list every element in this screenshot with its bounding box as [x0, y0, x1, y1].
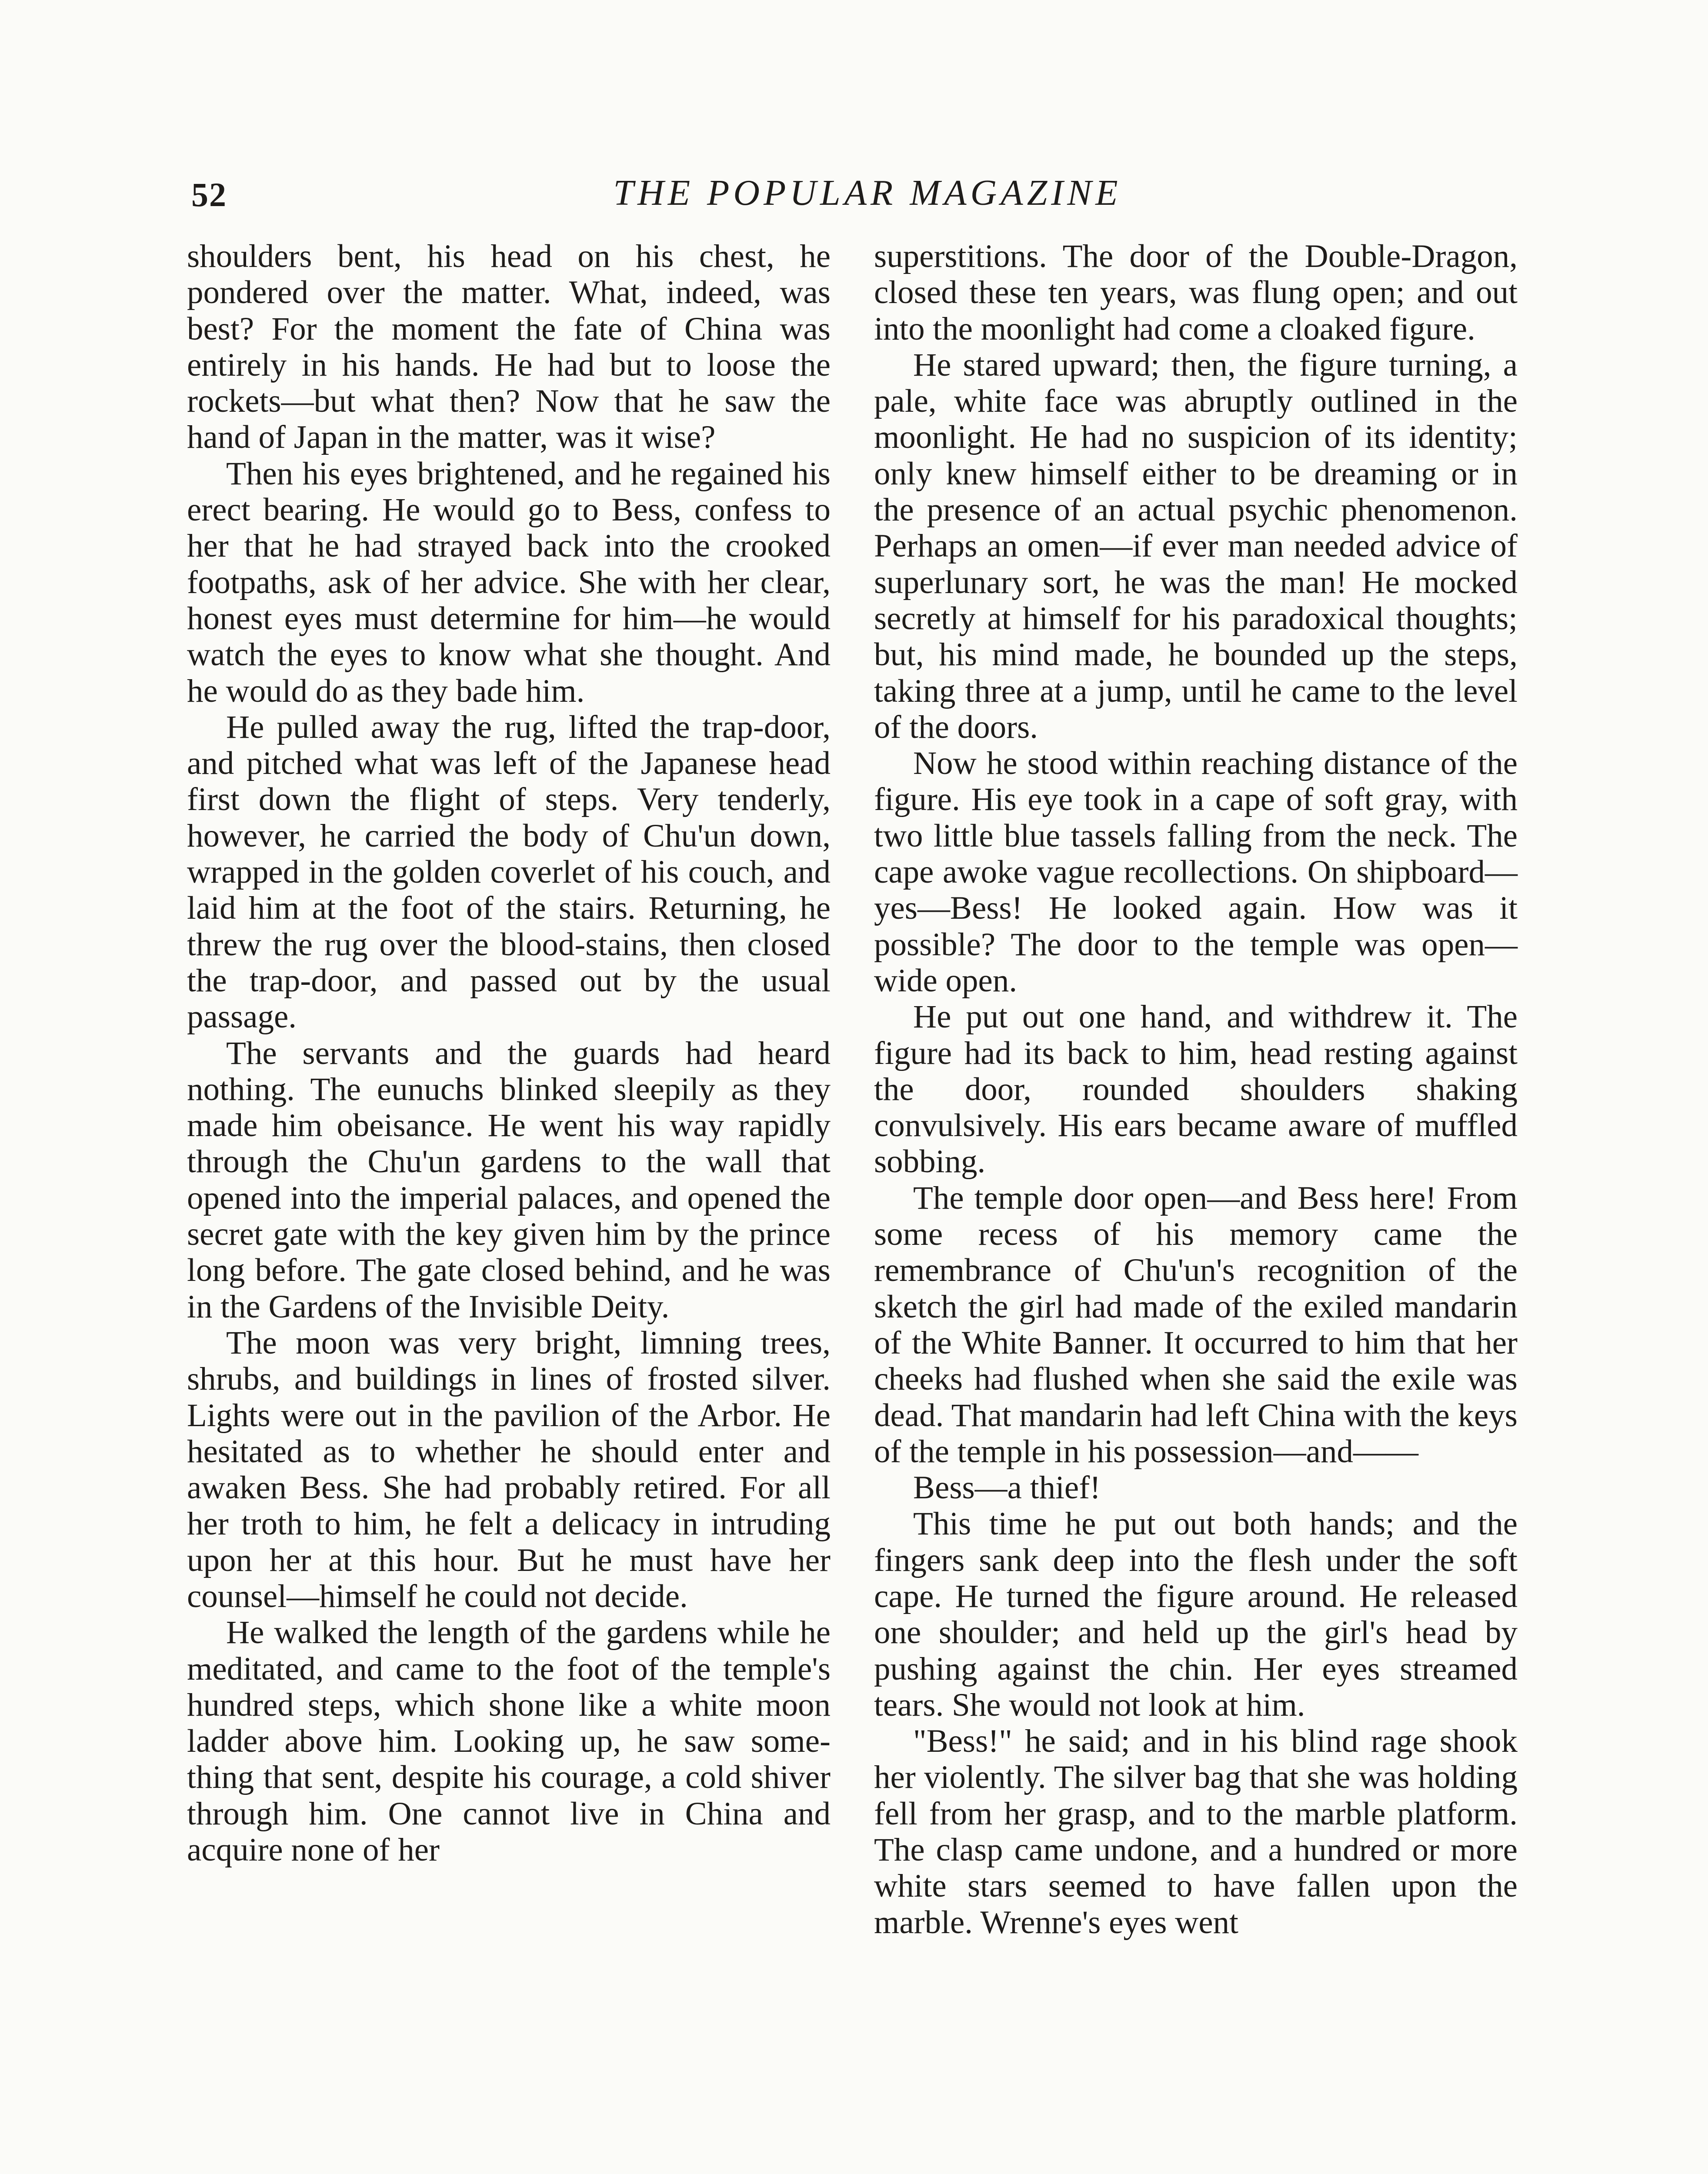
paragraph: Then his eyes brightened, and he regained his erect bearing. He would go to Bess, confess to her that he had strayed back into the crooked footpaths, ask of her advice. She with her clear, honest eyes must determine for him—he would watch the eyes to know what she thought. And he would do as they bade him.	[187, 455, 831, 709]
paragraph: The temple door open—and Bess here! From some recess of his memory came the remembrance of Chu'un's recognition of the sketch the girl had made of the exiled mandarin of the White Banner. It occurred to him that her cheeks had flushed when she said the exile was dead. That mandarin had left China with the keys of the temple in his possession—and——	[874, 1180, 1518, 1470]
paragraph: He put out one hand, and withdrew it. The figure had its back to him, head resting against the door, rounded shoulders shaking convulsively. His ears became aware of muffled sobbing.	[874, 999, 1518, 1180]
running-head	[191, 172, 1518, 220]
paragraph: Now he stood within reaching distance of the figure. His eye took in a cape of soft gray, with two little blue tassels falling from the neck. The cape awoke vague recollections. On shipboard—yes—Bess! He looked again. How was it possible? The door to the temple was open—wide open.	[874, 745, 1518, 999]
paragraph: He stared upward; then, the figure turning, a pale, white face was abruptly outlined in the moonlight. He had no suspicion of its identity; only knew himself either to be dreaming or in the presence of an actual psychic phenomenon. Perhaps an omen—if ever man needed advice of superlunary sort, he was the man! He mocked secretly at himself for his paradoxical thoughts; but, his mind made, he bounded up the steps, taking three at a jump, until he came to the level of the doors.	[874, 347, 1518, 745]
paragraph: superstitions. The door of the Double-Dragon, closed these ten years, was flung open; and out into the moonlight had come a cloaked figure.	[874, 238, 1518, 347]
paragraph: "Bess!" he said; and in his blind rage shook her violently. The silver bag that she was holding fell from her grasp, and to the marble platform. The clasp came undone, and a hundred or more white stars seemed to have fallen upon the marble. Wrenne's eyes went	[874, 1723, 1518, 1941]
paragraph: He pulled away the rug, lifted the trap-door, and pitched what was left of the Japanese head first down the flight of steps. Very tenderly, however, he carried the body of Chu'un down, wrapped in the golden coverlet of his couch, and laid him at the foot of the stairs. Returning, he threw the rug over the blood-stains, then closed the trap-door, and passed out by the usual passage.	[187, 709, 831, 1035]
paragraph: The servants and the guards had heard nothing. The eunuchs blinked sleepily as they made him obeisance. He went his way rapidly through the Chu'un gardens to the wall that opened into the imperial palaces, and opened the secret gate with the key given him by the prince long before. The gate closed behind, and he was in the Gardens of the Invisible Deity.	[187, 1035, 831, 1325]
paragraph: He walked the length of the gardens while he meditated, and came to the foot of the temple's hundred steps, which shone like a white moon ladder above him. Looking up, he saw something that sent, despite his courage, a cold shiver through him. One cannot live in China and acquire none of her	[187, 1614, 831, 1868]
paragraph: Bess—a thief!	[913, 1470, 1101, 1506]
paragraph: The moon was very bright, limning trees, shrubs, and buildings in lines of frosted silver. Lights were out in the pavilion of the Arbor. He hesitated as to whether he should enter and awaken Bess. She had probably retired. For all her troth to him, he felt a delicacy in intruding upon her at this hour. But he must have her counsel—himself he could not decide.	[187, 1324, 831, 1614]
paragraph: shoulders bent, his head on his chest, he pondered over the matter. What, indeed, was best? For the moment the fate of China was entirely in his hands. He had but to loose the rockets—but what then? Now that he saw the hand of Japan in the matter, was it wise?	[187, 238, 831, 456]
magazine-title: THE POPULAR MAGAZINE	[613, 173, 1122, 213]
page-number: 52	[191, 176, 227, 213]
paragraph: This time he put out both hands; and the fingers sank deep into the flesh under the soft cape. He turned the figure around. He released one shoulder; and held up the girl's head by pushing against the chin. Her eyes streamed tears. She would not look at him.	[874, 1506, 1518, 1723]
left-column	[187, 238, 831, 1868]
right-column	[874, 238, 1518, 1941]
